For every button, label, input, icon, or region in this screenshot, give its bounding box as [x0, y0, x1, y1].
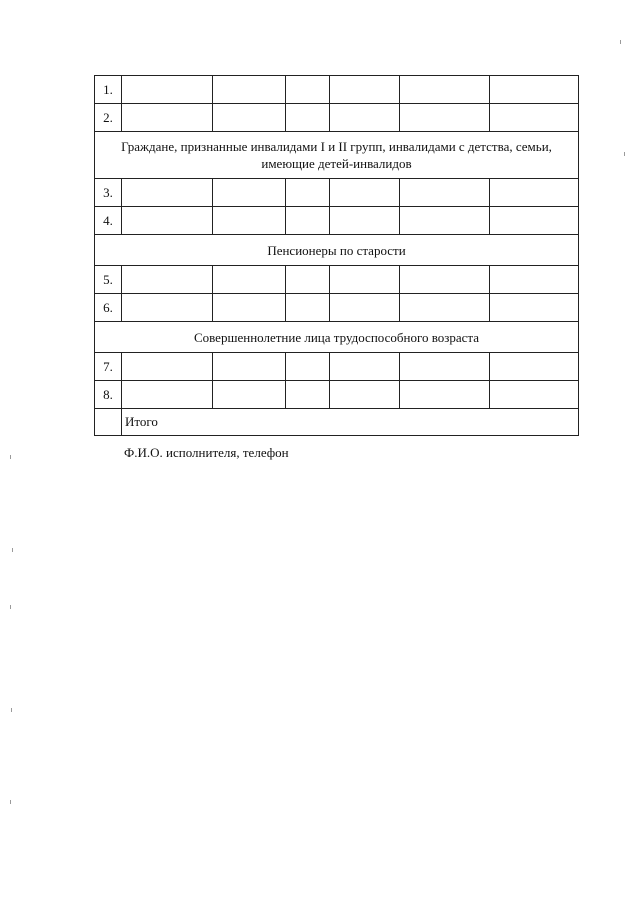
table-cell: [286, 104, 330, 132]
total-row: [95, 409, 579, 436]
table-cell: [286, 207, 330, 235]
table-cell: [400, 207, 490, 235]
row-number: 2.: [95, 104, 122, 132]
row-number: 8.: [95, 381, 122, 409]
table-cell: [213, 381, 286, 409]
table-cell: [330, 294, 400, 322]
table-cell: [400, 353, 490, 381]
table-cell: [286, 266, 330, 294]
scan-speck: [620, 40, 621, 44]
table-row: [95, 381, 579, 409]
table-cell: [122, 266, 213, 294]
table-cell: [122, 76, 213, 104]
scan-speck: [10, 455, 11, 459]
table-cell: [490, 353, 579, 381]
table-cell: [213, 179, 286, 207]
table-cell: [122, 294, 213, 322]
table-cell: [122, 179, 213, 207]
report-table: [94, 75, 579, 436]
row-number: 3.: [95, 179, 122, 207]
table-row: [95, 353, 579, 381]
table-cell: [286, 76, 330, 104]
section-header-row: [95, 132, 579, 179]
table-cell: [122, 104, 213, 132]
section-disabled-citizens: Граждане, признанные инвалидами I и II групп, инвалидами с детства, семьи, имеющие детей-инвалидов: [95, 132, 579, 179]
table-cell: [213, 266, 286, 294]
executor-info-label: Ф.И.О. исполнителя, телефон: [124, 445, 289, 460]
table-row: [95, 104, 579, 132]
table-row: [95, 179, 579, 207]
table-cell: [490, 294, 579, 322]
table-cell: [490, 266, 579, 294]
table-cell: [400, 294, 490, 322]
table-cell: [286, 294, 330, 322]
table-cell: [400, 381, 490, 409]
table-row: [95, 294, 579, 322]
table-cell: [490, 207, 579, 235]
table-row: [95, 207, 579, 235]
section-header-row: [95, 322, 579, 353]
scan-speck: [10, 605, 11, 609]
table-cell: [330, 179, 400, 207]
section-header-row: [95, 235, 579, 266]
table-cell: [122, 353, 213, 381]
table-cell: [490, 179, 579, 207]
table-cell: [330, 353, 400, 381]
table-cell: [95, 409, 122, 436]
table-cell: [213, 207, 286, 235]
table-cell: [286, 179, 330, 207]
scan-speck: [11, 708, 12, 712]
table-cell: [400, 179, 490, 207]
table-cell: [490, 381, 579, 409]
table-cell: [330, 104, 400, 132]
scan-speck: [624, 152, 625, 156]
scan-speck: [10, 800, 11, 804]
table-cell: [122, 381, 213, 409]
section-pensioners: Пенсионеры по старости: [95, 235, 579, 266]
row-number: 7.: [95, 353, 122, 381]
row-number: 6.: [95, 294, 122, 322]
table-cell: [213, 353, 286, 381]
table-cell: [122, 207, 213, 235]
table-cell: [330, 381, 400, 409]
table-cell: [330, 76, 400, 104]
table-cell: [213, 294, 286, 322]
row-number: 1.: [95, 76, 122, 104]
table-cell: [490, 76, 579, 104]
table-cell: [400, 76, 490, 104]
table-cell: [213, 76, 286, 104]
table-cell: [490, 104, 579, 132]
table-cell: [286, 353, 330, 381]
table-cell: [400, 266, 490, 294]
table-cell: [286, 381, 330, 409]
table-row: [95, 76, 579, 104]
table-cell: [330, 207, 400, 235]
row-number: 5.: [95, 266, 122, 294]
table-cell: [330, 266, 400, 294]
row-number: 4.: [95, 207, 122, 235]
scan-speck: [12, 548, 13, 552]
table-row: [95, 266, 579, 294]
section-working-age-adults: Совершеннолетние лица трудоспособного возраста: [95, 322, 579, 353]
total-label: Итого: [122, 409, 579, 436]
table-cell: [400, 104, 490, 132]
table-cell: [213, 104, 286, 132]
